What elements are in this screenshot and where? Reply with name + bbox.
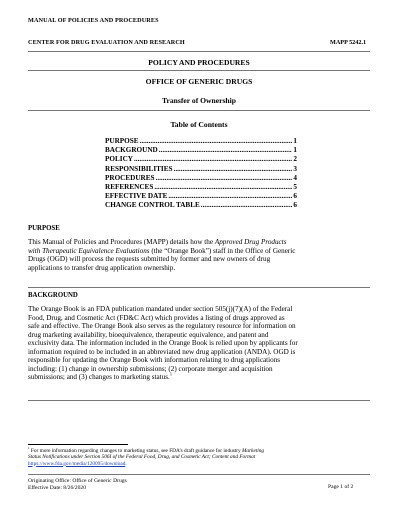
toc-item-page: 5 [293, 182, 297, 191]
toc-leader-dots [174, 165, 293, 174]
toc-item-policy[interactable] [105, 155, 297, 164]
mapp-number: MAPP 5242.1 [330, 39, 367, 46]
toc-item-page: 6 [293, 201, 297, 210]
footnote-link[interactable]: https://www.fda.gov/media/120095/download [28, 460, 126, 467]
toc-leader-dots [140, 137, 293, 146]
toc-item-page: 1 [293, 137, 297, 145]
purpose-paragraph [28, 238, 370, 272]
purpose-italic-title-cont: with Therapeutic Equivalence Evaluations [28, 246, 150, 255]
background-line: responsible for updating the Orange Book with information relating to drug applications [28, 356, 281, 365]
background-line: safe and effective. The Orange Book also serves as the regulatory resource for information on [28, 322, 296, 331]
toc-item-page: 3 [293, 164, 297, 173]
toc-item-label: POLICY [105, 155, 133, 164]
toc-leader-dots [134, 155, 292, 164]
toc-item-label: EFFECTIVE DATE [105, 192, 168, 201]
toc-heading: Table of Contents [170, 120, 228, 129]
background-line: information required to be included in an abbreviated new drug application (ANDA). OGD is [28, 347, 296, 356]
toc-item-procedures[interactable] [105, 174, 297, 183]
toc-item-label: CHANGE CONTROL TABLE [105, 201, 200, 210]
toc-item-change-control-table[interactable] [105, 201, 297, 210]
background-line: including: (1) change in ownership submissions; (2) corporate merger and acquisition [28, 364, 273, 373]
toc-item-page: 4 [293, 173, 297, 182]
table-of-contents [105, 137, 297, 211]
toc-item-background[interactable] [105, 146, 297, 155]
background-line: The Orange Book is an FDA publication mandated under section 505(j)(7)(A) of the Federal [28, 305, 293, 313]
background-line: drug marketing availability, bioequivalence, therapeutic equivalence, and patent and [28, 330, 269, 339]
header-rule [28, 51, 370, 52]
footer-left [28, 478, 127, 491]
center-name: CENTER FOR DRUG EVALUATION AND RESEARCH [28, 39, 185, 46]
toc-item-purpose[interactable] [105, 137, 297, 146]
toc-item-references[interactable] [105, 183, 297, 192]
footnote-text: For more information regarding changes to marketing status, see FDA’s draft guidance for industry [29, 448, 243, 454]
toc-leader-dots [159, 146, 293, 155]
background-text: submissions; and (3) changes to marketing status. [28, 373, 170, 382]
section-rule-2 [28, 400, 370, 401]
toc-item-responsibilities[interactable] [105, 165, 297, 174]
background-line [28, 373, 370, 382]
policy-title: POLICY AND PROCEDURES [148, 58, 250, 67]
background-paragraph [28, 305, 370, 382]
purpose-text: (the “Orange Book”) staff in the Office of Generic [149, 246, 296, 255]
toc-item-label: BACKGROUND [105, 146, 158, 155]
title-rule-2 [28, 110, 370, 111]
footnote-rule [28, 444, 128, 445]
toc-item-page: 2 [293, 155, 297, 164]
background-line: exclusivity data. The information included in the Orange Book is relied upon by applicants for [28, 339, 298, 348]
toc-leader-dots [156, 174, 293, 183]
document-title: Transfer of Ownership [162, 96, 236, 105]
footnote-text: . [125, 460, 127, 467]
title-rule-1 [28, 70, 370, 71]
toc-item-effective-date[interactable] [105, 192, 297, 201]
originating-office: Originating Office: Office of Generic Drugs [28, 478, 127, 484]
footnote-marker: 1 [28, 446, 30, 451]
toc-item-page: 6 [293, 192, 297, 201]
footnote-italic: Status Notifications under Section 506I of the Federal Food, Drug, and Cosmetic Act; Content and Format [28, 454, 256, 461]
page-number: Page 1 of 2 [328, 484, 354, 490]
toc-item-label: RESPONSIBILITIES [105, 164, 173, 173]
toc-leader-dots [154, 183, 292, 192]
background-heading: BACKGROUND [28, 292, 78, 299]
purpose-text: Drugs (OGD) will process the requests submitted by former and new owners of drug [28, 255, 271, 264]
section-rule [28, 287, 370, 288]
toc-leader-dots [201, 201, 293, 210]
purpose-text: This Manual of Policies and Procedures (MAPP) details how the [28, 238, 215, 246]
toc-item-label: PURPOSE [105, 137, 139, 145]
footnote-italic: Marketing [242, 448, 265, 454]
purpose-italic-title: Approved Drug Products [214, 238, 287, 246]
footer-rule [28, 474, 370, 475]
background-line: Food, Drug, and Cosmetic Act (FD&C Act) which provides a listing of drugs approved as [28, 313, 285, 322]
office-title: OFFICE OF GENERIC DRUGS [145, 77, 253, 86]
footnote-reference[interactable]: 1 [169, 372, 172, 377]
toc-leader-dots [168, 192, 292, 201]
footnote [28, 448, 370, 467]
purpose-heading: PURPOSE [28, 225, 60, 232]
toc-item-page: 1 [293, 146, 297, 155]
toc-item-label: PROCEDURES [105, 173, 155, 182]
purpose-text: applications to transfer drug application ownership. [28, 263, 176, 272]
manual-title: MANUAL OF POLICIES AND PROCEDURES [28, 17, 159, 24]
toc-item-label: REFERENCES [105, 182, 154, 191]
effective-date: Effective Date: 8/26/2020 [28, 484, 86, 491]
